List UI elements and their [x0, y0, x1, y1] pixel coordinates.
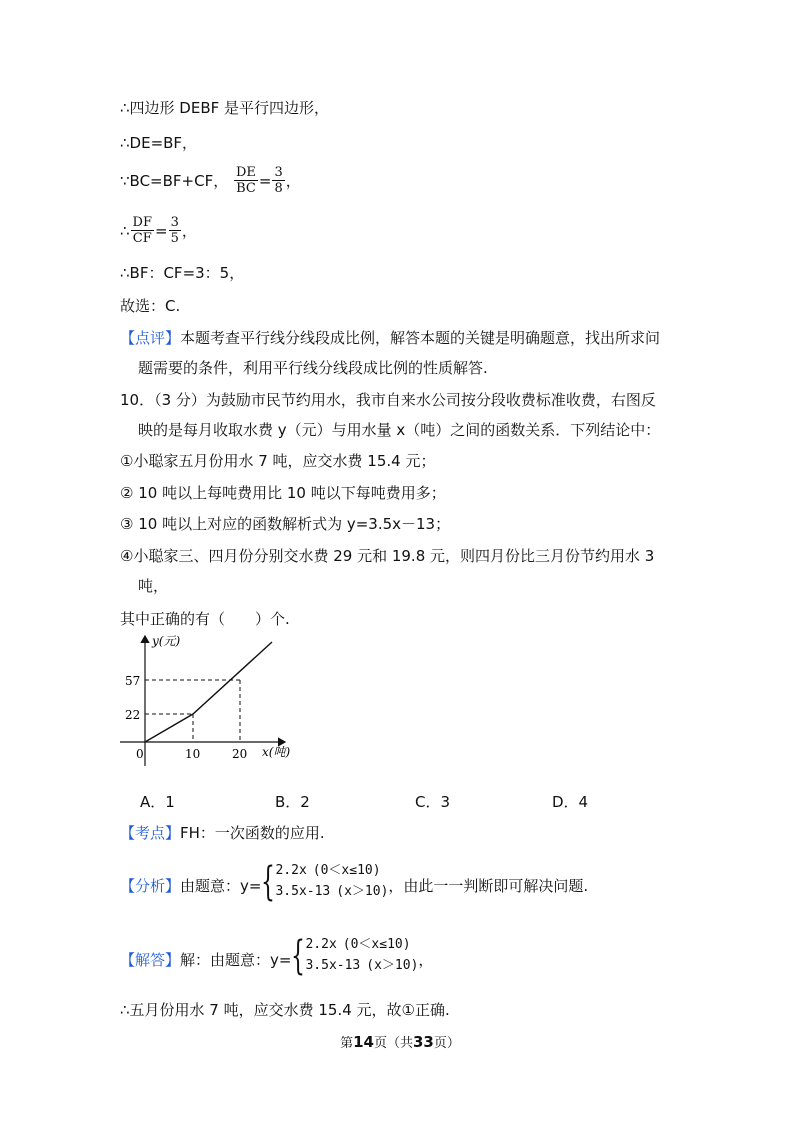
- line-bf-cf-ratio: ∴BF：CF=3：5，: [120, 264, 245, 282]
- piecewise-row: [305, 934, 418, 955]
- footer-pre: 第: [340, 1036, 354, 1051]
- x-axis-label: x(吨): [262, 745, 291, 759]
- piecewise-expr: 2.2x: [275, 863, 307, 878]
- x-tick-label: 20: [232, 747, 248, 761]
- equals-sign: =: [155, 221, 168, 240]
- option-c: C．3: [415, 793, 451, 811]
- function-line: [145, 642, 272, 742]
- comment-tag: 【点评】: [120, 329, 181, 347]
- statement-1: ①小聪家五月份用水 7 吨，应交水费 15.4 元；: [120, 452, 436, 470]
- piecewise-function: [261, 860, 388, 912]
- comment-text-1: 本题考查平行线分线段成比例，解答本题的关键是明确题意，找出所求问: [180, 329, 661, 347]
- comma: ，: [181, 221, 197, 240]
- fenxi-post: ，由此一一判断即可解决问题.: [388, 877, 589, 895]
- comma: ，: [285, 171, 301, 190]
- piecewise-row: [275, 881, 388, 902]
- piecewise-brace: {: [291, 933, 306, 979]
- piecewise-cond: (x＞10): [366, 958, 419, 973]
- therefore-symbol: ∴: [120, 221, 130, 240]
- jieda-post: ，: [418, 951, 434, 969]
- kaodian-line: [120, 823, 325, 843]
- line-bc-ratio: [120, 162, 301, 199]
- footer-post: 页）: [433, 1036, 460, 1051]
- piecewise-row: [305, 955, 418, 976]
- piecewise-cond: (0＜x≤10): [312, 863, 381, 878]
- piecewise-expr: 2.2x: [305, 937, 337, 952]
- line-df-ratio: [120, 212, 197, 249]
- piecewise-cond: (x＞10): [336, 884, 389, 899]
- piecewise-brace: {: [261, 859, 276, 905]
- fraction-denominator: BC: [236, 181, 256, 196]
- question-line-2: 映的是每月收取水费 y（元）与用水量 x（吨）之间的函数关系．下列结论中：: [138, 421, 661, 439]
- total-pages: 33: [413, 1033, 434, 1051]
- fraction-denominator: 5: [170, 231, 179, 246]
- kaodian-text: FH：一次函数的应用.: [180, 824, 325, 842]
- comment-line-1: [120, 328, 660, 348]
- origin-label: 0: [136, 747, 144, 761]
- piecewise-rows: [305, 934, 418, 976]
- fenxi-tag: 【分析】: [120, 877, 181, 895]
- y-axis-label: y(元): [152, 634, 181, 648]
- equals-sign: =: [258, 171, 272, 190]
- fraction-numerator: 3: [170, 215, 179, 230]
- piecewise-row: [275, 860, 388, 881]
- fraction-3-8: [272, 165, 284, 196]
- fraction-de-bc: [234, 165, 258, 196]
- fenxi-pre: 由题意：y=: [180, 877, 262, 895]
- question-ask: 其中正确的有（ ）个.: [120, 610, 290, 628]
- line-de-eq-bf: ∴DE=BF，: [120, 134, 198, 152]
- option-b: B．2: [275, 793, 310, 811]
- piecewise-function: [291, 934, 418, 986]
- statement-3: ③ 10 吨以上对应的函数解析式为 y=3.5x－13；: [120, 515, 451, 533]
- fraction-numerator: DF: [132, 215, 152, 230]
- y-tick-label: 57: [125, 674, 141, 688]
- line-answer-choice: 故选：C.: [120, 297, 181, 315]
- fraction-denominator: CF: [132, 231, 152, 246]
- comment-text-2: 题需要的条件，利用平行线分线段成比例的性质解答.: [138, 359, 488, 377]
- option-d: D．4: [552, 793, 589, 811]
- jieda-line: [120, 934, 433, 986]
- question-line-1: 10．（3 分）为鼓励市民节约用水，我市自来水公司按分段收费标准收费，右图反: [120, 391, 656, 409]
- x-tick-label: 10: [185, 747, 201, 761]
- piecewise-expr: 3.5x-13: [305, 958, 361, 973]
- fraction-numerator: DE: [235, 165, 256, 180]
- jieda-tag: 【解答】: [120, 951, 181, 969]
- function-graph: [115, 630, 295, 768]
- fraction-numerator: 3: [274, 165, 283, 180]
- footer-mid: 页（共: [373, 1036, 413, 1051]
- bc-equation: ∵BC=BF+CF，: [120, 171, 229, 190]
- statement-4: ④小聪家三、四月份分别交水费 29 元和 19.8 元，则四月份比三月份节约用水 3: [120, 547, 655, 565]
- option-a: A．1: [140, 793, 175, 811]
- jieda-pre: 解：由题意：y=: [180, 951, 292, 969]
- conclusion-line: ∴五月份用水 7 吨，应交水费 15.4 元，故①正确.: [120, 1001, 450, 1019]
- fraction-df-cf: [131, 215, 154, 246]
- y-tick-label: 22: [125, 708, 141, 722]
- statement-2: ② 10 吨以上每吨费用比 10 吨以下每吨费用多；: [120, 484, 446, 502]
- kaodian-tag: 【考点】: [120, 824, 181, 842]
- fraction-3-5: [169, 215, 181, 246]
- fenxi-line: [120, 860, 588, 912]
- piecewise-rows: [275, 860, 388, 902]
- piecewise-cond: (0＜x≤10): [342, 937, 411, 952]
- line-parallelogram: ∴四边形 DEBF 是平行四边形，: [120, 99, 330, 117]
- fraction-denominator: 8: [274, 181, 283, 196]
- statement-4-cont: 吨，: [138, 577, 169, 595]
- page-footer: [0, 1032, 800, 1051]
- piecewise-expr: 3.5x-13: [275, 884, 331, 899]
- page-number: 14: [353, 1033, 374, 1051]
